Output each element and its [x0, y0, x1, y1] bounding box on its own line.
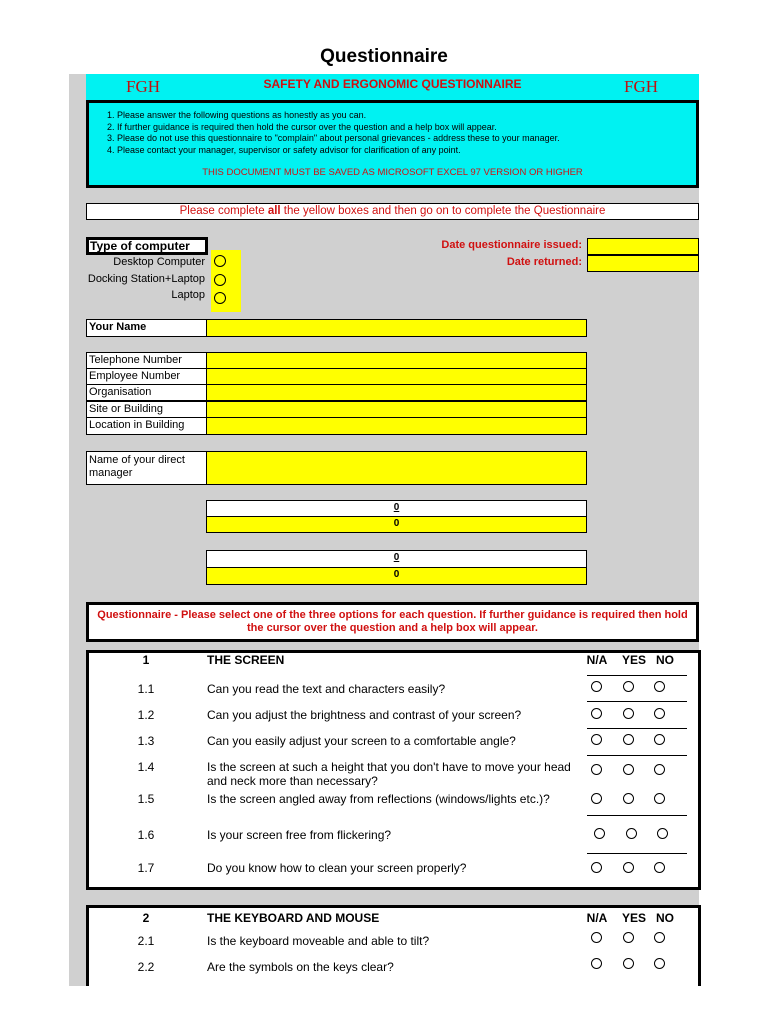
question-text: Can you adjust the brightness and contrast of your screen?: [207, 708, 522, 722]
your-name-label: Your Name: [86, 319, 207, 337]
question-number: 2.2: [137, 960, 155, 974]
radio-na[interactable]: [594, 828, 605, 839]
radio-no[interactable]: [654, 764, 665, 775]
column-no: NO: [656, 911, 674, 925]
organisation-label: Organisation: [86, 384, 207, 401]
notice-bold: all: [267, 205, 281, 217]
page-bottom-margin: [0, 986, 768, 1024]
radio-yes[interactable]: [623, 708, 634, 719]
column-yes: YES: [621, 911, 646, 925]
radio-yes[interactable]: [623, 793, 634, 804]
radio-laptop[interactable]: [214, 292, 226, 304]
option-label-docking: Docking Station+Laptop: [87, 273, 205, 285]
question-number: 1.3: [137, 734, 155, 748]
radio-yes[interactable]: [623, 958, 634, 969]
column-no: NO: [656, 653, 674, 667]
computed-cell: 0: [206, 550, 587, 568]
radio-na[interactable]: [591, 932, 602, 943]
radio-yes[interactable]: [626, 828, 637, 839]
question-number: 1.7: [137, 861, 155, 875]
employee-field[interactable]: [206, 368, 587, 385]
computed-cell: 0: [206, 516, 587, 533]
option-label-laptop: Laptop: [171, 289, 205, 301]
radio-no[interactable]: [654, 958, 665, 969]
column-na: N/A: [586, 653, 608, 667]
radio-no[interactable]: [654, 862, 665, 873]
save-warning: THIS DOCUMENT MUST BE SAVED AS MICROSOFT EXCEL 97 VERSION OR HIGHER: [202, 167, 583, 178]
radio-no[interactable]: [657, 828, 668, 839]
radio-na[interactable]: [591, 958, 602, 969]
radio-no[interactable]: [654, 681, 665, 692]
radio-yes[interactable]: [623, 681, 634, 692]
divider: [587, 853, 687, 854]
question-number: 1.4: [137, 760, 155, 774]
logo-right: FGH: [624, 77, 659, 96]
site-label: Site or Building: [86, 401, 207, 418]
question-text: Is the screen at such a height that you don't have to move your head and neck more than necessary?: [207, 760, 571, 788]
option-label-desktop: Desktop Computer: [113, 256, 205, 268]
section-number: 1: [142, 653, 150, 667]
employee-label: Employee Number: [86, 368, 207, 385]
section-title: THE KEYBOARD AND MOUSE: [207, 911, 380, 925]
questionnaire-instructions: Questionnaire - Please select one of the three options for each question. If further guidance is required then hold the cursor over the question and a help box will appear.: [86, 602, 699, 642]
radio-no[interactable]: [654, 708, 665, 719]
instruction-item: 2. If further guidance is required then hold the cursor over the question and a help box will appear.: [117, 122, 707, 134]
instructions-box: [86, 100, 699, 188]
question-number: 1.6: [137, 828, 155, 842]
date-issued-field[interactable]: [587, 238, 699, 255]
column-na: N/A: [586, 911, 608, 925]
site-field[interactable]: [206, 401, 587, 418]
question-text: Can you read the text and characters easily?: [207, 682, 446, 696]
date-issued-label: Date questionnaire issued:: [441, 239, 582, 251]
manager-label: Name of your direct manager: [86, 451, 207, 485]
radio-na[interactable]: [591, 681, 602, 692]
manager-field[interactable]: [206, 451, 587, 485]
divider: [587, 815, 687, 816]
question-text: Are the symbols on the keys clear?: [207, 960, 394, 974]
radio-na[interactable]: [591, 708, 602, 719]
location-field[interactable]: [206, 417, 587, 435]
radio-na[interactable]: [591, 764, 602, 775]
question-text: Do you know how to clean your screen properly?: [207, 861, 467, 875]
instructions-list: [91, 110, 707, 156]
complete-notice: [86, 203, 699, 220]
instruction-item: 1. Please answer the following questions as honestly as you can.: [117, 110, 707, 122]
radio-no[interactable]: [654, 793, 665, 804]
location-label: Location in Building: [86, 417, 207, 435]
radio-no[interactable]: [654, 734, 665, 745]
question-number: 2.1: [137, 934, 155, 948]
radio-na[interactable]: [591, 862, 602, 873]
divider: [587, 701, 687, 702]
question-number: 1.1: [137, 682, 155, 696]
radio-na[interactable]: [591, 793, 602, 804]
instruction-item: 3. Please do not use this questionnaire to "complain" about personal grievances - address these to your manager.: [117, 133, 707, 145]
radio-yes[interactable]: [623, 764, 634, 775]
radio-yes[interactable]: [623, 932, 634, 943]
computed-cell: 0: [206, 500, 587, 517]
date-returned-field[interactable]: [587, 255, 699, 272]
question-text: Is the keyboard moveable and able to tilt?: [207, 934, 430, 948]
question-text: Is the screen angled away from reflections (windows/lights etc.)?: [207, 792, 550, 806]
radio-docking[interactable]: [214, 274, 226, 286]
header-title: SAFETY AND ERGONOMIC QUESTIONNAIRE: [263, 77, 522, 91]
page-title: Questionnaire: [320, 46, 448, 67]
computer-type-heading: Type of computer: [86, 237, 208, 255]
notice-before: Please complete: [179, 205, 268, 217]
radio-na[interactable]: [591, 734, 602, 745]
date-returned-label: Date returned:: [506, 256, 582, 268]
telephone-field[interactable]: [206, 352, 587, 369]
radio-desktop[interactable]: [214, 255, 226, 267]
column-yes: YES: [621, 653, 646, 667]
section-title: THE SCREEN: [207, 653, 285, 667]
your-name-field[interactable]: [206, 319, 587, 337]
computed-cell: 0: [206, 567, 587, 585]
question-text: Can you easily adjust your screen to a comfortable angle?: [207, 734, 516, 748]
radio-yes[interactable]: [623, 862, 634, 873]
question-number: 1.5: [137, 792, 155, 806]
instruction-item: 4. Please contact your manager, supervisor or safety advisor for clarification of any point.: [117, 145, 707, 157]
divider: [587, 728, 687, 729]
radio-no[interactable]: [654, 932, 665, 943]
question-number: 1.2: [137, 708, 155, 722]
organisation-field[interactable]: [206, 384, 587, 401]
telephone-label: Telephone Number: [86, 352, 207, 369]
question-text: Is your screen free from flickering?: [207, 828, 392, 842]
section-number: 2: [142, 911, 150, 925]
radio-yes[interactable]: [623, 734, 634, 745]
divider: [587, 675, 687, 676]
notice-after: the yellow boxes and then go on to complete the Questionnaire: [280, 205, 606, 217]
divider: [587, 755, 687, 756]
logo-left: FGH: [126, 77, 161, 96]
